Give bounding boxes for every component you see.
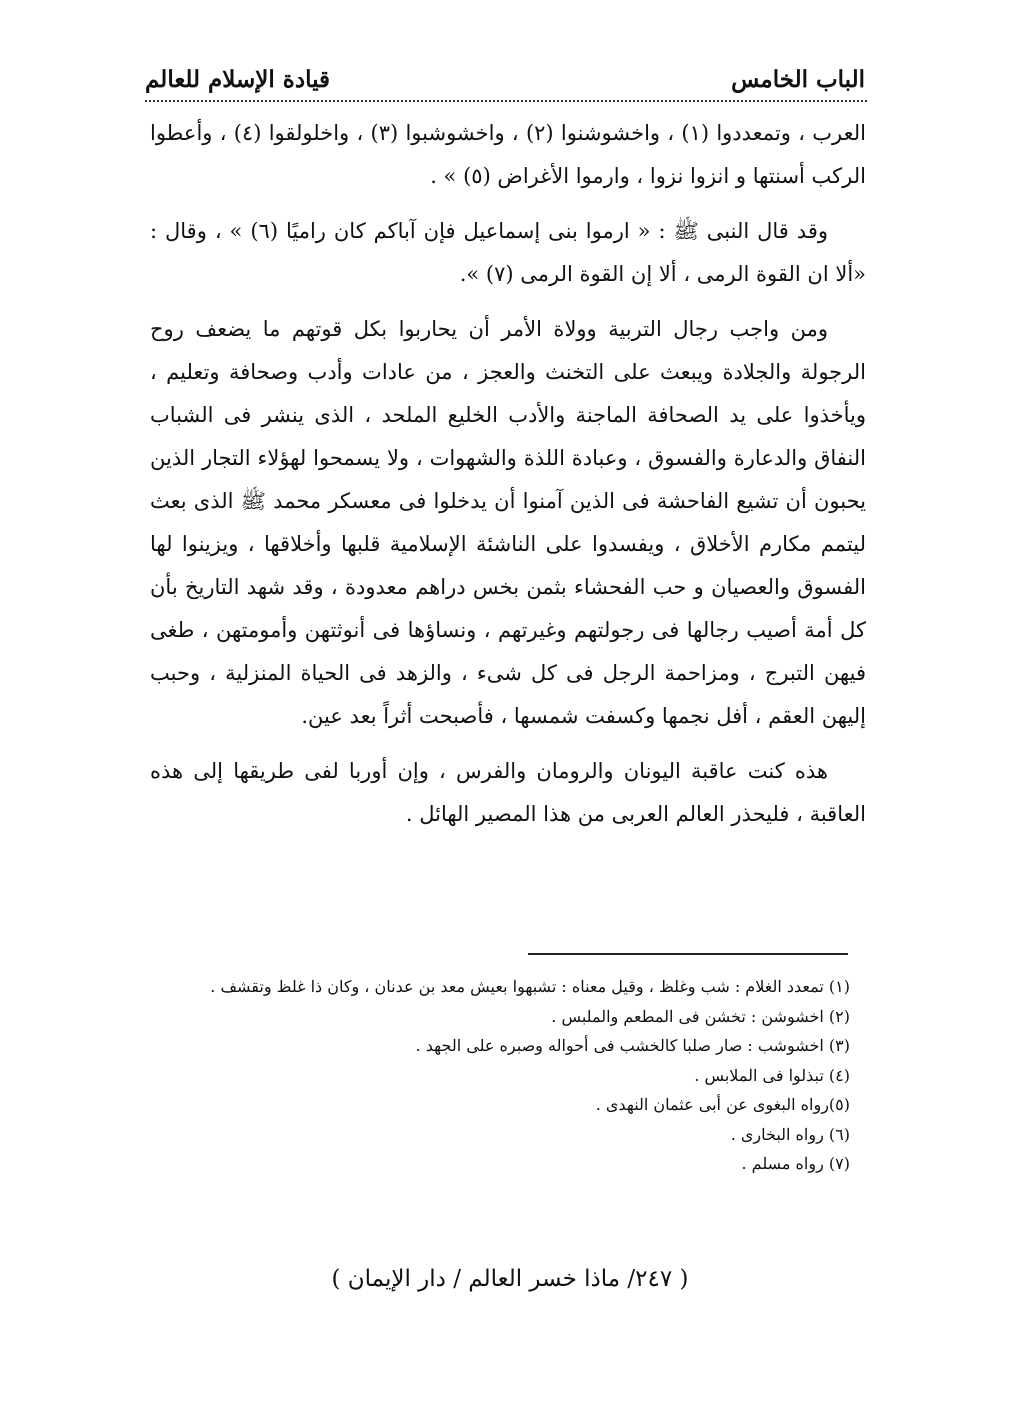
book-section-title: قيادة الإسلام للعالم: [145, 66, 331, 93]
footnotes: [150, 972, 850, 1179]
footnote: (١) تمعدد الغلام : شب وغلظ ، وقيل معناه : تشبهوا بعيش معد بن عدنان ، وكان ذا غلظ وتقشف .: [210, 977, 850, 996]
paragraph: ومن واجب رجال التربية وولاة الأمر أن يحاربوا بكل قوتهم ما يضعف روح الرجولة والجلادة ويبعث على التخنث والعجز ، من عادات وأدب وصحافة وتعليم ، ويأخذوا على يد الصحافة الماجنة والأدب الخليع الملحد ، الذى ينشر فى الشباب النفاق والدعارة والفسوق ، وعبادة اللذة والشهوات ، ولا يسمحوا لهؤلاء التجار الذين يحبون أن تشيع الفاحشة فى الذين آمنوا أن يدخلوا فى معسكر محمد ﷺ الذى بعث ليتمم مكارم الأخلاق ، ويفسدوا على الناشئة الإسلامية قلبها وأخلاقها ، ويزينوا لها الفسوق والعصيان و حب الفحشاء بثمن بخس دراهم معدودة ، وقد شهد التاريخ بأن كل أمة أصيب رجالها فى رجولتهم وغيرتهم ، ونساؤها فى أنوثتهن وأمومتهن ، طغى فيهن التبرج ، ومزاحمة الرجل فى كل شىء ، والزهد فى الحياة المنزلية ، وحبب إليهن العقم ، أفل نجمها وكسفت شمسها ، فأصبحت أثراً بعد عين.: [150, 317, 866, 728]
footnote: (٦) رواه البخارى .: [730, 1124, 850, 1144]
footnote: (٤) تبذلوا فى الملابس .: [694, 1065, 850, 1085]
footnote: (٧) رواه مسلم .: [741, 1154, 850, 1173]
paragraph: هذه كنت عاقبة اليونان والرومان والفرس ، وإن أوربا لفى طريقها إلى هذه العاقبة ، فليحذر العالم العربى من هذا المصير الهائل .: [150, 759, 866, 826]
main-text: [150, 112, 866, 848]
footnote: (٣) اخشوشب : صار صلبا كالخشب فى أحواله وصبره على الجهد .: [415, 1036, 850, 1055]
paragraph: وقد قال النبى ﷺ : « ارموا بنى إسماعيل فإن آباكم كان راميًا (٦) » ، وقال : «ألا ان القوة الرمى ، ألا إن القوة الرمى (٧) ».: [150, 219, 866, 286]
footnote: (٥)رواه البغوى عن أبى عثمان النهدى .: [595, 1095, 850, 1114]
chapter-title: الباب الخامس: [731, 66, 865, 93]
page-footer: ( ٢٤٧/ ماذا خسر العالم / دار الإيمان ): [331, 1266, 689, 1292]
footnote-divider: [528, 953, 848, 955]
running-header: [145, 62, 865, 102]
footnote: (٢) اخشوشن : تخشن فى المطعم والملبس .: [551, 1006, 850, 1026]
paragraph: العرب ، وتمعددوا (١) ، واخشوشنوا (٢) ، واخشوشبوا (٣) ، واخلولقوا (٤) ، وأعطوا الركب أسنتها و انزوا نزوا ، وارموا الأغراض (٥) » .: [150, 121, 866, 188]
header-divider: [145, 100, 867, 102]
